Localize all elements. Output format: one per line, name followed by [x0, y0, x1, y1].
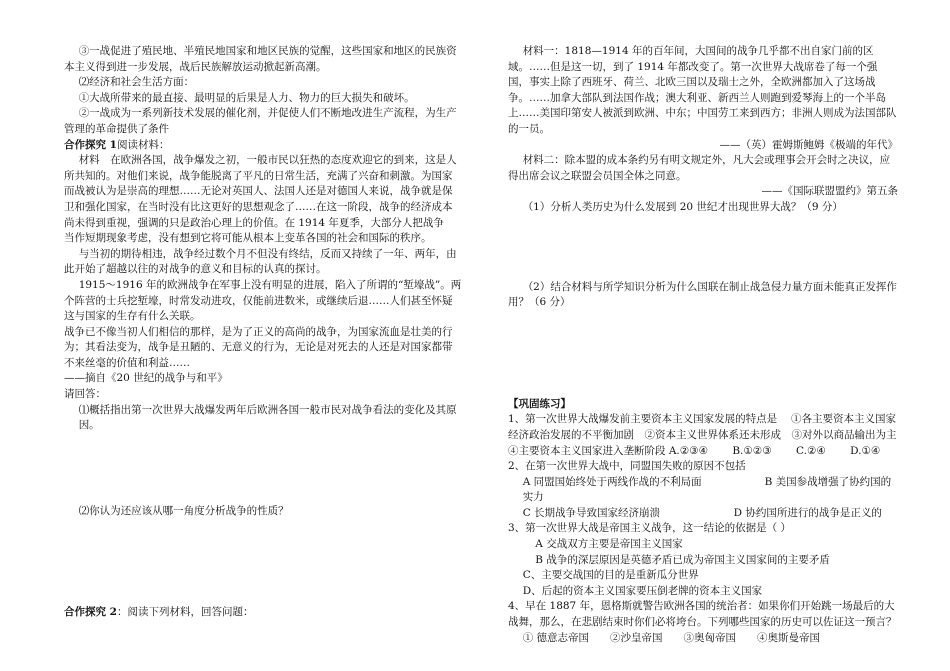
practice-options	[508, 506, 898, 522]
question-2: （2）结合材料与所学知识分析为什么国联在制止战急侵力量方面未能真正发挥作用？（6 分）	[508, 280, 897, 309]
material-source: ——摘自《20 世纪的战争与和平》	[64, 372, 228, 385]
practice-title: 【巩固练习】	[508, 397, 571, 410]
answer-space	[64, 434, 462, 504]
paragraph: ③一战促进了殖民地、半殖民地国家和地区民族的觉醒，这些国家和地区的民族资本主义得到进一步发展，战后民族解放运动掀起新高潮。	[64, 45, 457, 73]
coop-heading-1	[64, 138, 462, 154]
material-paragraph: 材料一：1818—1914 年的百年间，大国间的战争几乎都不出自家门前的区域。……但是这一切，到了 1914 年都改变了。第一次世界大战席卷了每一个强国，事实上除了西班牙、荷兰、北欧三国以及瑞士之外，全欧洲都加入了这场战争。……加拿大部队到法国作战；澳大利亚、新西兰人则跑到爱琴海上的一个半岛上……美国印第安人被派到欧洲、中东；中国劳工来到西方；非洲人则成为法国部队的一员。	[508, 45, 897, 135]
option-c: C 长期战争导致国家经济崩溃	[522, 506, 661, 519]
coop-instruction: ：阅读下列材料，回答问题：	[116, 606, 254, 619]
question-intro: 请回答：	[64, 388, 106, 401]
practice-question-3: 3、第一次世界大战是帝国主义战争，这一结论的依据是（ ）	[508, 522, 792, 535]
practice-options: ① 德意志帝国 ②沙皇帝国 ③奥匈帝国 ④奥斯曼帝国	[522, 631, 821, 644]
option-b: B 美国参战增强了协约国的实力	[522, 475, 892, 504]
paragraph: ⑵经济和社会生活方面：	[78, 76, 195, 89]
material-source: ——《国际联盟盟约》第五条	[761, 185, 898, 198]
material-paragraph: 当作短期现象考虑，没有想到它将可能从根本上变革各国的社会和国际的秩序。	[64, 232, 432, 245]
answer-space	[508, 311, 898, 397]
material-paragraph: 与当初的期待相违，战争经过数个月不但没有终结，反而又持续了一年、两年，由此开始了超越以往的对战争的意义和目标的认真的探讨。	[64, 247, 457, 276]
material-source: ——（英）霍姆斯鲍姆《极端的年代》	[719, 138, 898, 151]
paragraph: ②一战成为一系列新技术发展的催化剂，并促使人们不断地改进生产流程，为生产管理的革命提供了条件	[64, 107, 457, 135]
practice-options	[508, 475, 898, 506]
practice-question-1: 1、第一次世界大战爆发前主要资本主义国家发展的特点是 ①各主要资本主义国家经济政治发展的不平衡加剧 ②资本主义世界体系还未形成 ③对外以商品输出为主 ④主要资本主义国家进入垄断阶段 A.②③④ B.①②③ C.②④ D.①④	[508, 413, 911, 457]
option-b: B 战争的深层原因是英德矛盾已成为帝国主义国家间的主要矛盾	[535, 553, 830, 566]
option-a: A 交战双方主要是帝国主义国家	[535, 538, 683, 551]
paragraph: ①大战所带来的最直接、最明显的后果是人力、物力的巨大损失和破坏。	[78, 91, 415, 104]
option-d: D 协约国所进行的战争是正义的	[733, 506, 882, 519]
coop-label: 合作探究 2	[64, 606, 117, 619]
practice-question-2: 2、在第一次世界大战中，同盟国失败的原因不包括	[508, 460, 746, 473]
question-2: ⑵你认为还应该从哪一角度分析战争的性质？	[78, 504, 289, 517]
right-column	[508, 44, 911, 646]
practice-question-4: 4、早在 1887 年，恩格斯就警告欧洲各国的统治者：如果你们开始跳一场最后的大战舞，那么，在悲剧结束时你们必将垮台。下列哪些国家的历史可以佐证这一预言？	[508, 600, 897, 629]
material-paragraph: 1915～1916 年的欧洲战争在军事上没有明显的进展，陷入了所谓的“堑壕战”。两个阵营的士兵挖堑壕，时常发动进攻，仅能前进数米，或继续后退……人们甚至怀疑这与国家的生存有什么关联。	[64, 278, 462, 323]
material-paragraph: 材料二：除本盟的成本条约另有明文规定外，凡大会或理事会开会时之决议，应得出席会议之联盟会员国全体之同意。	[508, 154, 891, 182]
question-1: ⑴概括指出第一次世界大战爆发两年后欧洲各国一般市民对战争看法的变化及其原因。	[78, 403, 457, 432]
left-column	[64, 44, 462, 621]
answer-space	[508, 216, 898, 280]
material-paragraph: 材料 在欧洲各国，战争爆发之初，一般市民以狂热的态度欢迎它的到来，这是人所共知的。对他们来说，战争能脱离了平凡的日常生活，充满了兴奋和刺激。为国家而战被认为是崇高的理想……无论对英国人、法国人还是对德国人来说，战争就是保卫和强化国家，在当时没有比这更好的思想观念了……在这一阶段，战争的经济成本尚未得到重视，强调的只是政治心理上的价值。在 1914 年夏季，大部分人把战争	[64, 154, 457, 229]
coop-label: 合作探究 1	[64, 138, 117, 151]
option-c: C、主要交战国的目的是重新瓜分世界	[522, 569, 699, 582]
option-a: A 同盟国始终处于两线作战的不利局面	[522, 475, 702, 488]
material-paragraph: 战争已不像当初人们相信的那样，是为了正义的高尚的战争，为国家流血是壮美的行为；其看法变为，战争是丑陋的、无意义的行为，无论是对死去的人还是对国家都带不来丝毫的价值和利益……	[64, 325, 453, 369]
coop-heading-2	[64, 605, 462, 621]
answer-space	[64, 519, 462, 605]
coop-instruction: 阅读材料：	[116, 138, 170, 151]
question-1: （1）分析人类历史为什么发展到 20 世纪才出现世界大战？（9 分）	[522, 200, 843, 213]
option-d: D、后起的资本主义国家要压倒老牌的资本主义国家	[522, 584, 763, 597]
